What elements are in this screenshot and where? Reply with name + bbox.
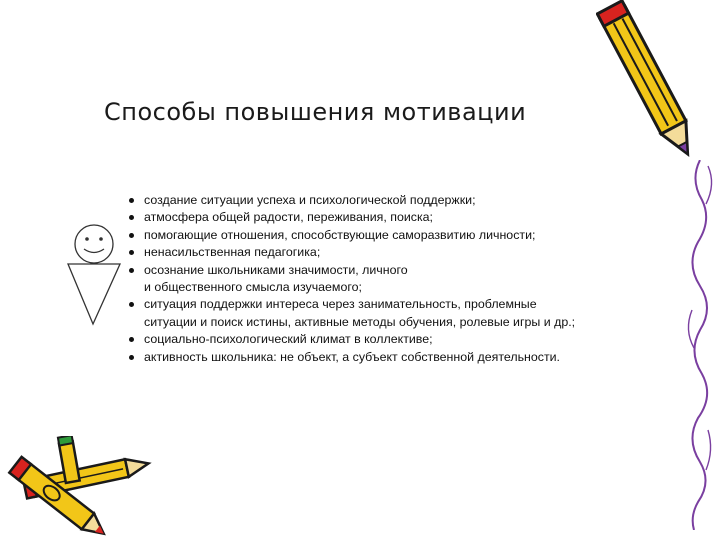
list-item-continuation: и общественного смысла изучаемого; [144, 280, 362, 295]
list-item: ситуация поддержки интереса через занимательность, проблемные [128, 296, 658, 313]
pencil-icon [0, 436, 120, 540]
list-item: активность школьника: не объект, а субъект собственной деятельности. [128, 349, 658, 366]
list-item: помогающие отношения, способствующие саморазвитию личности; [128, 227, 658, 244]
list-item: осознание школьниками значимости, личного [128, 262, 658, 279]
list-item-continuation: ситуации и поиск истины, активные методы обучения, ролевые игры и др.; [144, 314, 576, 329]
list-item: ненасильственная педагогика; [128, 244, 658, 261]
pencil-icon [596, 0, 706, 170]
list-item: атмосфера общей радости, переживания, поиска; [128, 209, 658, 226]
list-item: социально-психологический климат в коллективе; [128, 331, 658, 348]
list-item: создание ситуации успеха и психологической поддержки; [128, 192, 658, 209]
smiley-figure-icon [62, 222, 126, 332]
slide-title: Способы повышения мотивации [104, 98, 527, 126]
bullet-list [128, 192, 658, 366]
squiggle-border-icon [680, 160, 720, 530]
